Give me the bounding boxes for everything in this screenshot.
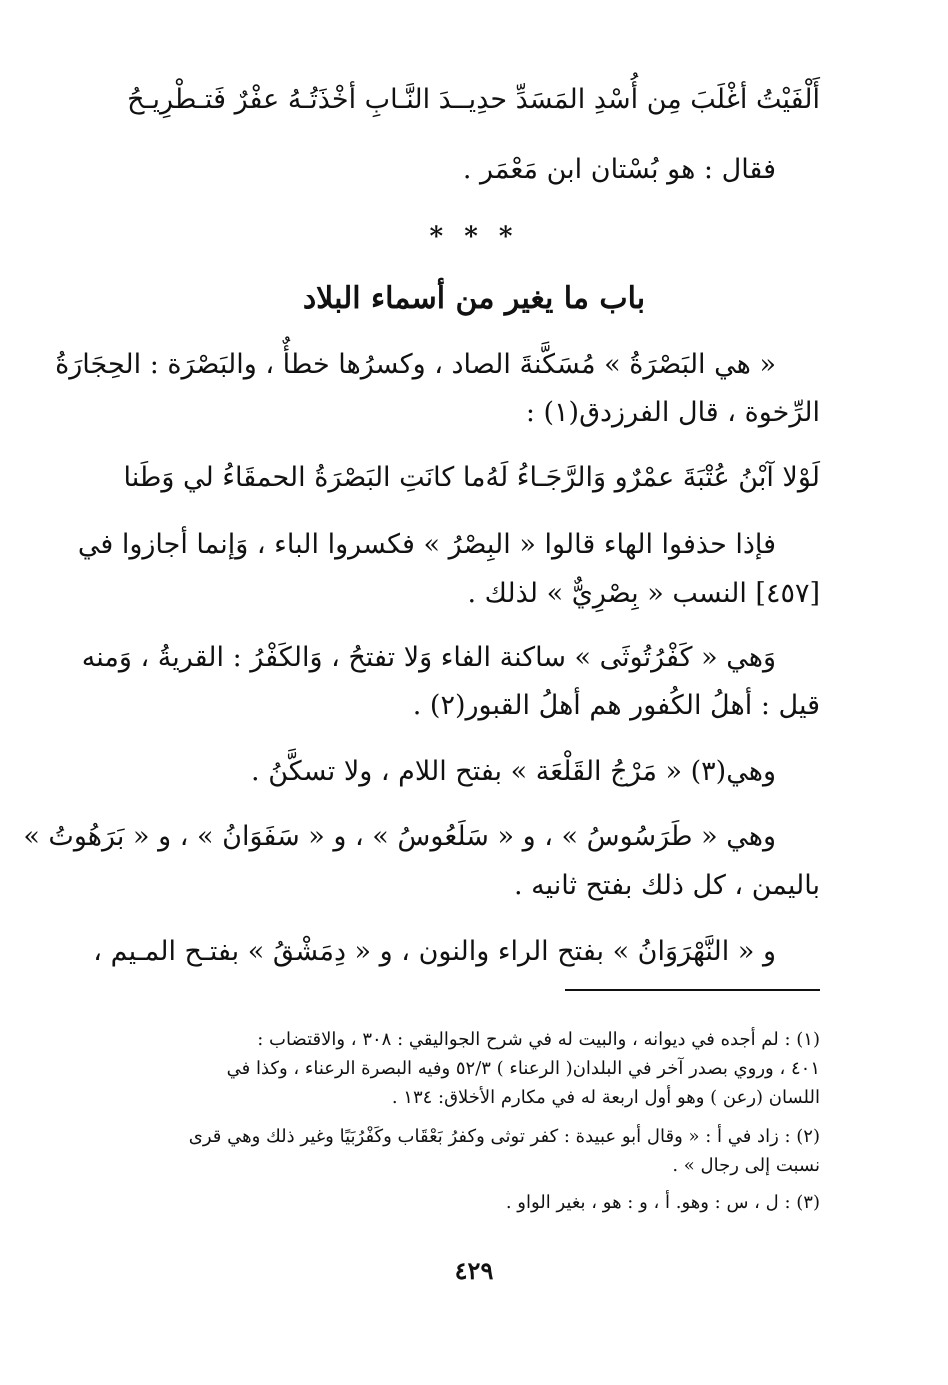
verse-1-first-hemistich: أَلْفَيْتُ أغْلَبَ مِن أُسْدِ المَسَدِّ حدِيـ [460, 84, 820, 115]
verse-1 [127, 80, 820, 120]
paragraph-tarsus-line-2: باليمن ، كل ذلك بفتح ثانيه . [513, 870, 820, 901]
verse-2-first-hemistich: لَوْلا آبْنُ عُتْبَةَ عمْرٌو وَالرَّجَـاءُ لَهُ [485, 462, 820, 493]
author-line: فقال : هو بُسْتان ابن مَعْمَر . [462, 154, 776, 185]
verse-2-second-hemistich: ما كانَتِ البَصْرَةُ الحمقَاءُ لي وَطَنا [123, 462, 486, 493]
paragraph-basra-line-1: « هي البَصْرَةُ » مُسَكَّنةَ الصاد ، وكسرُها خطأٌ ، والبَصْرَة : الحِجَارَةُ [55, 349, 776, 380]
footnote-2-line-1: (٢) : زاد في أ : « وقال أبو عبيدة : كفر توثى وكفرُ بَعْقَاب وكَفْرُبَيًا وغير ذلك وهي قرى [188, 1126, 820, 1147]
paragraph-kafr-line-2: قيل : أهلُ الكُفور هم أهلُ القبور(٢) . [412, 690, 820, 721]
page-number: ٤٢٩ [454, 1256, 494, 1285]
paragraph-kafr-line-1: وَهي « كَفْرُتُوثَى » ساكنة الفاء وَلا تفتحُ ، وَالكَفْرُ : القريةُ ، وَمنه [81, 642, 776, 673]
footnote-2-line-2: نسبت إلى رجال » . [672, 1155, 820, 1176]
verse-2 [123, 458, 820, 498]
paragraph-basra-line-2: الرِّخوة ، قال الفرزدق(١) : [525, 397, 820, 428]
footnote-1-line-2: ٤٠١ ، وروي بصدر آخر في البلدان( الرعناء ) ٥٢/٣ وفيه البصرة الرعناء ، وكذا في [226, 1058, 820, 1079]
footnote-separator-rule [565, 989, 820, 991]
footnote-1-line-1: (١) : لم أجده في ديوانه ، والبيت له في شرح الجواليقي : ٣٠٨ ، والاقتضاب : [257, 1029, 820, 1050]
paragraph-tarsus-line-1: وهي « طَرَسُوسُ » ، و « سَلَعُوسُ » ، و « سَفَوَانُ » ، و « بَرَهُوتُ » [23, 821, 776, 852]
footnote-1-line-3: اللسان (رعن ) وهو أول اربعة له في مكارم الأخلاق: ١٣٤ . [391, 1087, 820, 1108]
paragraph-marj: وهي(٣) « مَرْجُ القَلْعَة » بفتح اللام ، ولا تسكَّنُ . [251, 756, 776, 787]
paragraph-hadhf-line-2: [٤٥٧] النسب « بِصْرِيٌّ » لذلك . [467, 578, 820, 609]
section-separator: * * * [429, 222, 519, 252]
section-title: باب ما يغير من أسماء البلاد [302, 281, 646, 316]
footnote-3: (٣) : ل ، س : وهو. أ ، و : هو ، بغير الواو . [505, 1192, 820, 1213]
paragraph-nahrawan: و « النَّهْرَوَانُ » بفتح الراء والنون ، و « دِمَشْقُ » بفتـح المـيم ، [93, 936, 776, 967]
paragraph-hadhf-line-1: فإذا حذفوا الهاء قالوا « البِصْرُ » فكسروا الباء ، وَإنما أجازوا في [77, 529, 776, 560]
verse-1-second-hemistich: ـدَ النَّـابِ أخْذَتُـهُ عفْرٌ فَتـطْرِيـحُ [127, 84, 461, 115]
